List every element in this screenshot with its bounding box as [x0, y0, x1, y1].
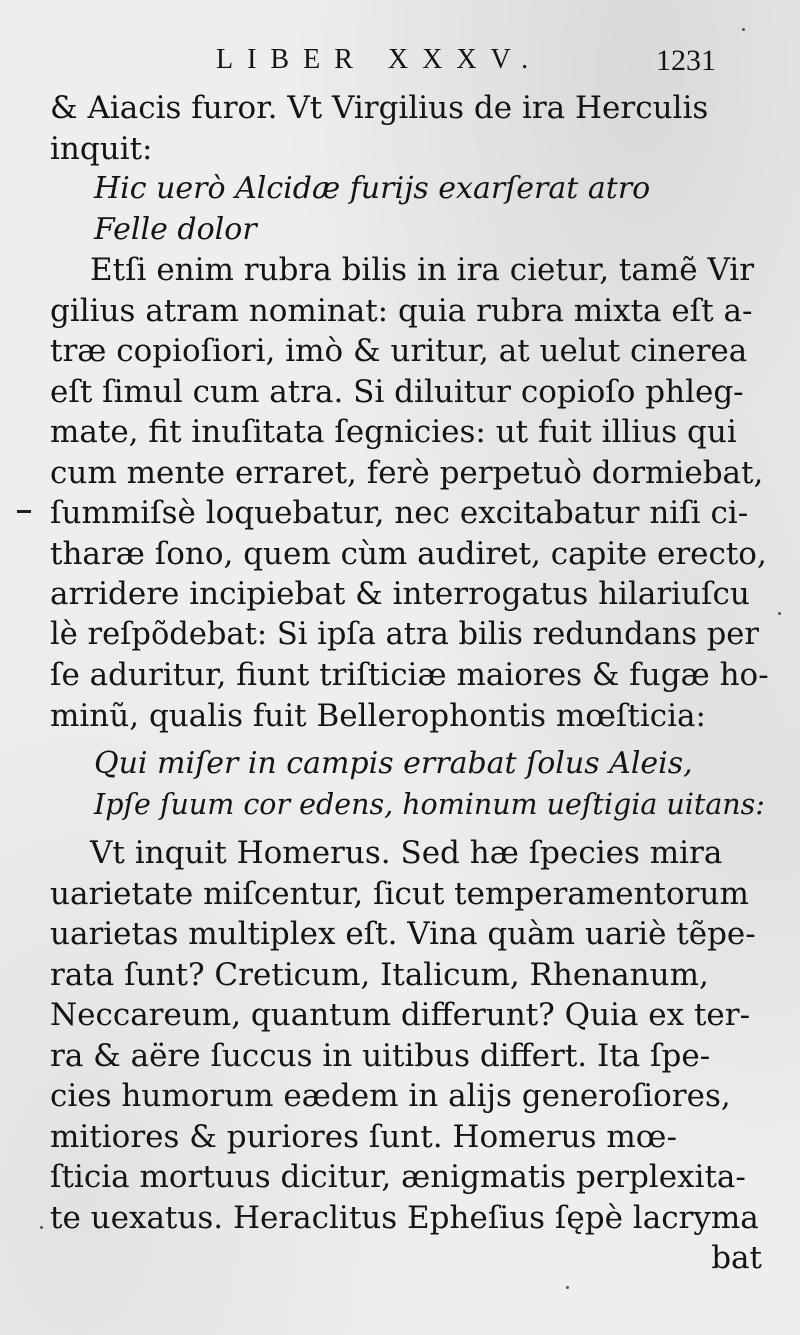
- text-line: tharæ ſono, quem cùm audiret, capite erecto,: [50, 535, 767, 572]
- text-line: rata ſunt? Creticum, Italicum, Rhenanum,: [50, 956, 709, 993]
- margin-mark: [17, 510, 31, 513]
- catchword: bat: [711, 1240, 762, 1276]
- text-line: arridere incipiebat & interrogatus hilariuſcu: [50, 576, 750, 612]
- text-line: ra & aëre ſuccus in uitibus differt. Ita ſpe-: [50, 1037, 711, 1074]
- text-line: ſticia mortuus dicitur, ænigmatis perplexita-: [50, 1159, 746, 1195]
- verse-gap: [50, 825, 770, 833]
- text-line: eſt ſimul cum atra. Si diluitur copioſo phleg-: [50, 373, 744, 410]
- ink-speck: [40, 1226, 43, 1229]
- ink-speck: [778, 612, 781, 615]
- body-text: [50, 88, 770, 1279]
- ink-speck: [566, 1286, 569, 1289]
- verse-gap: [50, 736, 770, 744]
- text-line: lè reſpõdebat: Si ipſa atra bilis redundans per: [50, 616, 759, 652]
- text-line: træ copioſiori, imò & uritur, at uelut cinerea: [50, 333, 748, 369]
- verse-line: Hic uerò Alcidæ furijs exarſerat atro: [94, 171, 651, 206]
- text-line: ſe aduritur, fiunt triſticiæ maiores & fugæ ho-: [50, 657, 769, 693]
- verse-line: Felle dolor: [94, 211, 257, 247]
- text-line: minũ, qualis fuit Bellerophontis mœſticia:: [50, 697, 706, 734]
- page-number: 1231: [656, 44, 716, 77]
- running-title: LIBER XXXV.: [216, 44, 543, 75]
- verse-line: Ipſe ſuum cor edens, hominum ueſtigia uitans:: [94, 787, 765, 821]
- text-line: uarietas multiplex eſt. Vina quàm uariè tẽpe-: [50, 916, 756, 952]
- text-line: inquit:: [50, 130, 153, 167]
- text-line: te uexatus. Heraclitus Epheſius ſępè lacryma: [50, 1199, 759, 1236]
- text-line: cum mente erraret, ferè perpetuò dormiebat,: [50, 454, 764, 491]
- text-line: mitiores & puriores ſunt. Homerus mœ-: [50, 1118, 677, 1155]
- ink-speck: [742, 28, 745, 31]
- text-line: mate, fit inuſitata ſegnicies: ut fuit illius qui: [50, 414, 737, 450]
- text-line: Neccareum, quantum differunt? Quia ex ter-: [50, 997, 751, 1033]
- verse-line: Qui miſer in campis errabat ſolus Aleis,: [94, 746, 693, 781]
- text-line: ſummiſsè loquebatur, nec excitabatur niſi ci-: [50, 495, 749, 531]
- page-header: [0, 44, 800, 88]
- text-line: Vt inquit Homerus. Sed hæ ſpecies mira: [90, 835, 723, 871]
- text-line: & Aiacis furor. Vt Virgilius de ira Herculis: [50, 90, 709, 126]
- text-line: uarietate miſcentur, ſicut temperamentorum: [50, 875, 749, 912]
- text-line: Etſi enim rubra bilis in ira cietur, tamẽ Vir: [90, 252, 755, 288]
- text-line: gilius atram nominat: quia rubra mixta eſt a-: [50, 292, 753, 329]
- text-line: cies humorum eædem in alijs generoſiores,: [50, 1078, 731, 1114]
